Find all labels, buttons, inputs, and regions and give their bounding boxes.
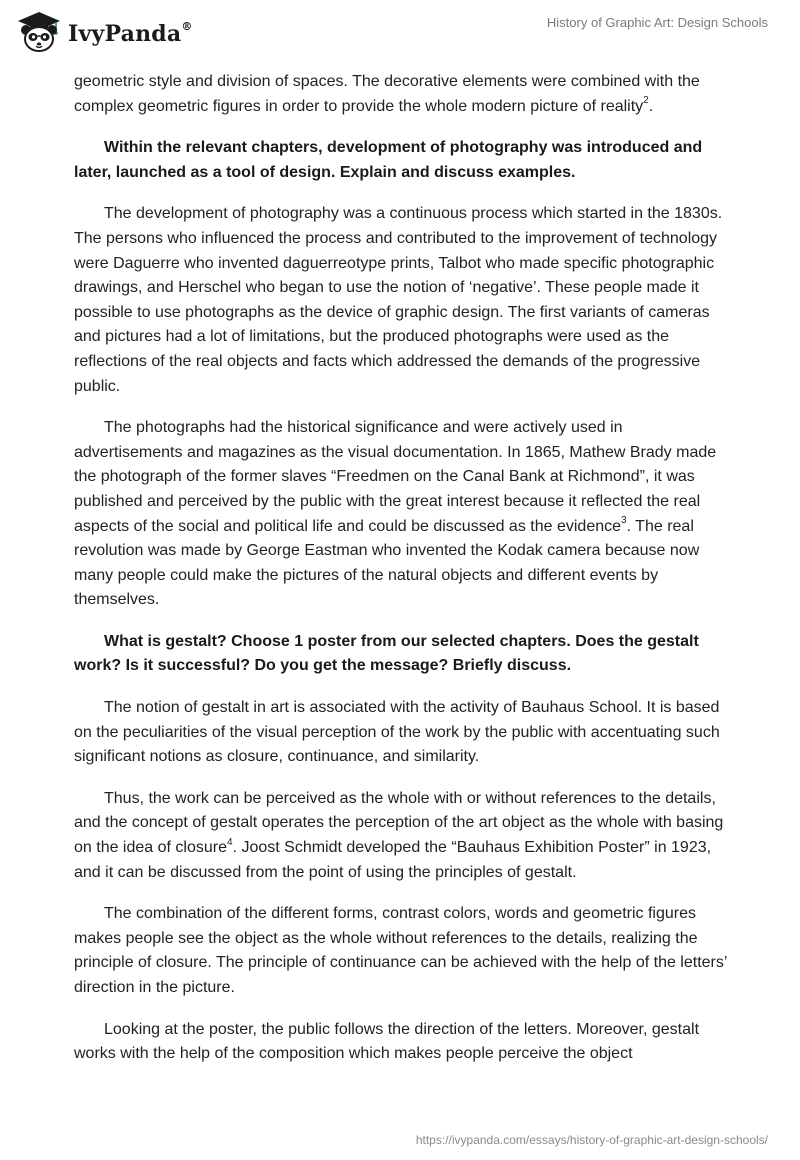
paragraph: Thus, the work can be perceived as the whole with or without references to the details, and the concept of gestalt operates the perception of the art object as the whole with basing on the idea of closure$^4$. Joost Schmidt developed the “Bauhaus Exhibition Poster” in 1923, and it can be discussed from the point of using the principles of gestalt. [74,789,724,881]
brand-name: IvyPanda® [68,19,193,47]
paragraph: geometric style and division of spaces. The decorative elements were combined with the complex geometric figures in order to provide the whole modern picture of reality$^2$. [74,73,700,115]
paragraph: The notion of gestalt in art is associated with the activity of Bauhaus School. It is based on the peculiarities of the visual perception of the work by the public with accentuating such significant notions as closure, continuance, and similarity. [74,699,720,766]
document-title: History of Graphic Art: Design Schools [546,15,768,30]
footnote-ref[interactable]: 4 [227,836,233,848]
paragraph: The development of photography was a continuous process which started in the 1830s. The persons who influenced the process and contributed to the improvement of technology were Daguerre who invented daguerreotype prints, Talbot who made specific photographic drawings, and Herschel who began to use the notion of ‘negative’. These people made it possible to use photographs as the device of graphic design. The first variants of cameras and pictures had a lot of limitations, but the produced photographs were used as the reflections of the real objects and facts which addressed the demands of the progressive public. [74,205,723,395]
footnote-ref[interactable]: 3 [621,515,627,527]
brand-logo[interactable] [16,8,193,56]
footnote-ref[interactable]: 2 [643,95,649,107]
paragraph: Looking at the poster, the public follows the direction of the letters. Moreover, gestalt works with the help of the composition which makes people perceive the object [74,1020,700,1063]
source-url[interactable]: https://ivypanda.com/essays/history-of-graphic-art-design-schools/ [415,1133,768,1147]
panda-graduate-icon [16,10,62,54]
paragraph: The photographs had the historical significance and were actively used in advertisements and magazines as the visual documentation. In 1865, Mathew Brady made the photograph of the former slaves “Freedmen on the Canal Bank at Richmond”, it was published and perceived by the public with the great interest because it reflected the real aspects of the social and political life and could be discussed as the evidence$^3$. The real revolution was made by George Eastman who invented the Kodak camera because now many people could make the pictures of the natural objects and different events by themselves. [74,419,717,609]
paragraph: The combination of the different forms, contrast colors, words and geometric figures makes people see the object as the whole without references to the details, realizing the principle of closure. The principle of continuance can be achieved with the help of the letters’ direction in the picture. [74,905,727,996]
page-header [0,0,800,60]
question-heading: Within the relevant chapters, development of photography was introduced and later, launched as a tool of design. Explain and discuss examples. [74,139,703,181]
question-heading: What is gestalt? Choose 1 poster from our selected chapters. Does the gestalt work? Is it successful? Do you get the message? Briefly discuss. [74,632,699,675]
essay-body [74,70,728,1084]
